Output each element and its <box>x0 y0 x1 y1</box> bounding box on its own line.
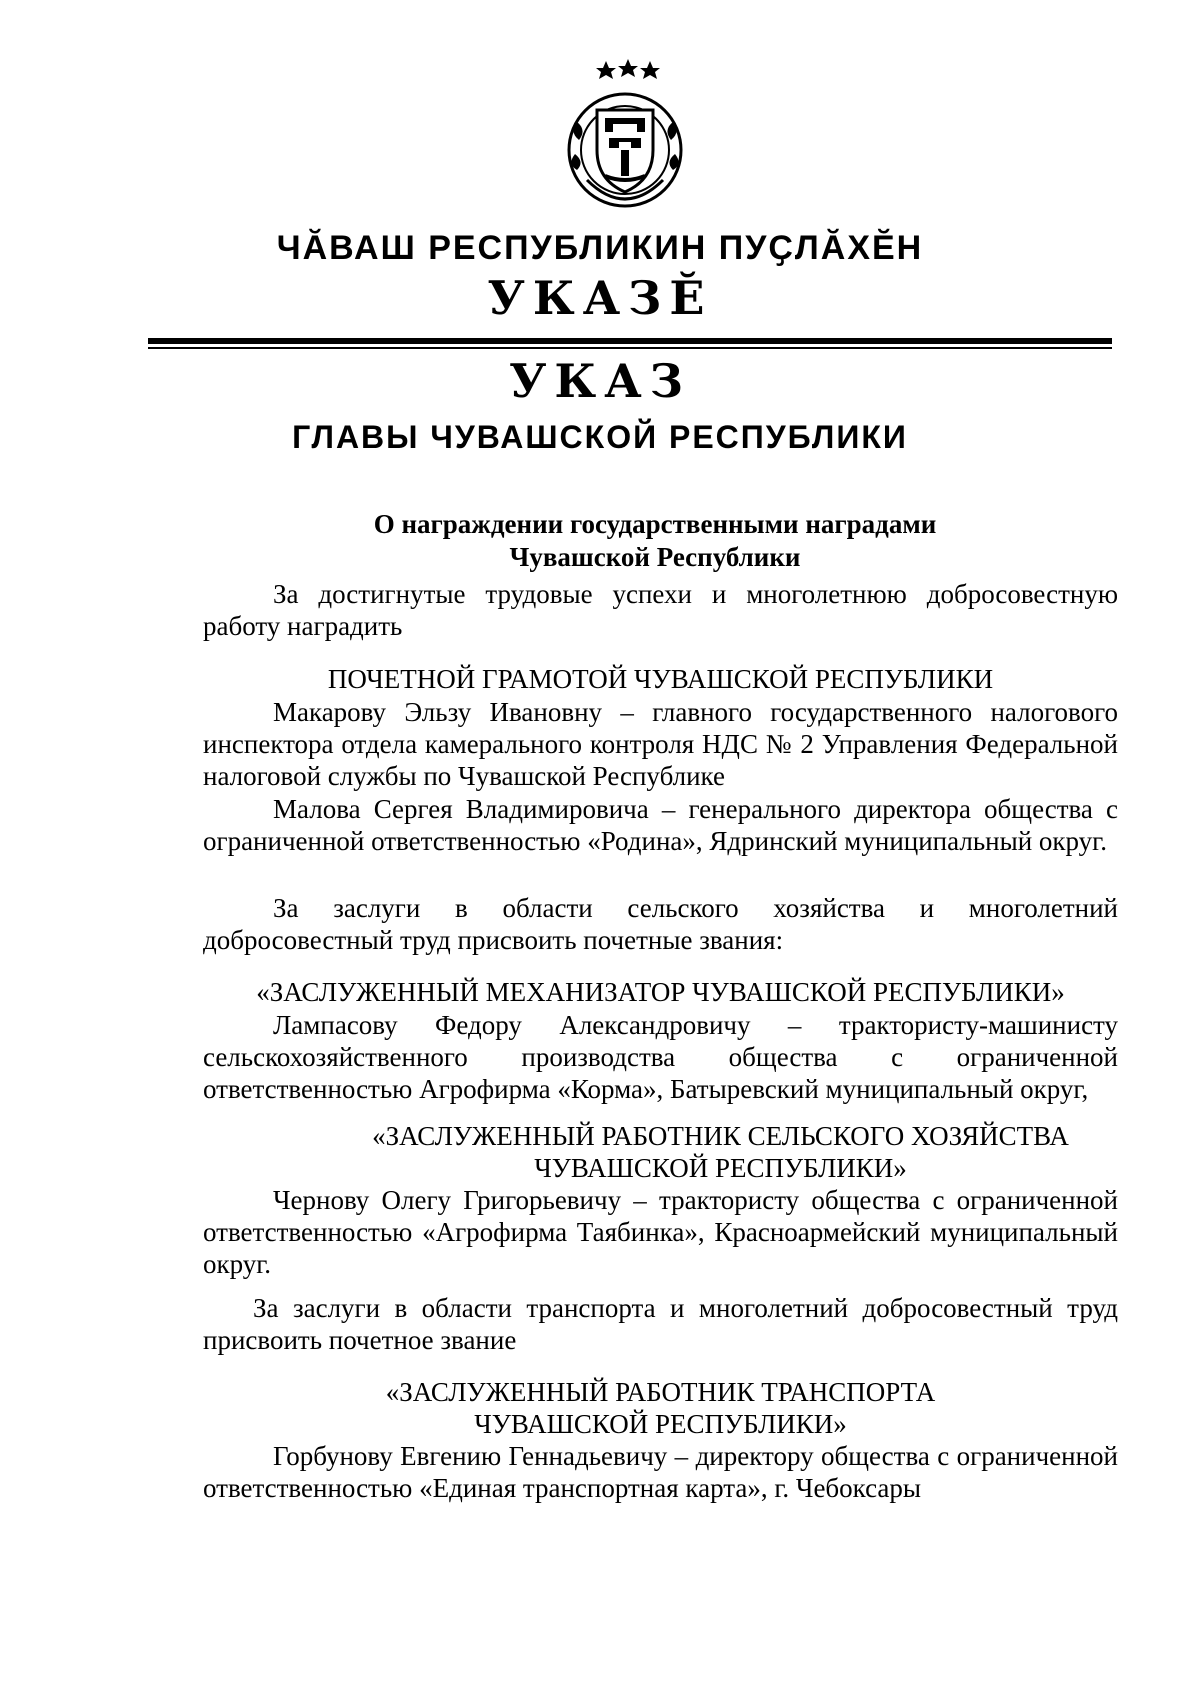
subject-line1: О награждении государственными наградами <box>373 509 937 539</box>
section2-intro: За заслуги в области сельского хозяйства и многолетний добросовестный труд присвоить почетные звания: <box>203 893 1118 955</box>
award1-person2: Малова Сергея Владимировича – генерального директора общества с ограниченной ответственностью «Родина», Ядринский муниципальный округ. <box>203 794 1118 856</box>
header-chuvash-line1: ЧӐВАШ РЕСПУБЛИКИН ПУҪЛӐХӖН <box>276 229 924 267</box>
award4-title <box>203 1376 1118 1440</box>
award1-person1: Макарову Эльзу Ивановну – главного государственного налогового инспектора отдела камерального контроля НДС № 2 Управления Федеральной налоговой службы по Чувашской Республике <box>203 697 1118 791</box>
header-russian-line1: УКАЗ <box>509 354 691 408</box>
award3-title-line2: ЧУВАШСКОЙ РЕСПУБЛИКИ» <box>534 1153 907 1183</box>
document-subject <box>260 508 1050 574</box>
award3-title-line1: «ЗАСЛУЖЕННЫЙ РАБОТНИК СЕЛЬСКОГО ХОЗЯЙСТВА <box>372 1121 1069 1151</box>
chuvash-republic-emblem-icon <box>565 58 685 218</box>
award3-title <box>263 1120 1178 1184</box>
header-divider-thick <box>148 338 1112 344</box>
section1-intro: За достигнутые трудовые успехи и многолетнюю добросовестную работу наградить <box>203 579 1118 641</box>
section3-intro: За заслуги в области транспорта и многолетний добросовестный труд присвоить почетное звание <box>203 1293 1118 1355</box>
header-divider-thin <box>148 347 1112 349</box>
header-russian-line2: ГЛАВЫ ЧУВАШСКОЙ РЕСПУБЛИКИ <box>292 419 908 455</box>
award4-title-line1: «ЗАСЛУЖЕННЫЙ РАБОТНИК ТРАНСПОРТА <box>385 1377 936 1407</box>
award4-title-line2: ЧУВАШСКОЙ РЕСПУБЛИКИ» <box>474 1409 847 1439</box>
award2-title: «ЗАСЛУЖЕННЫЙ МЕХАНИЗАТОР ЧУВАШСКОЙ РЕСПУБЛИКИ» <box>256 977 1065 1007</box>
award3-person1: Чернову Олегу Григорьевичу – трактористу общества с ограниченной ответственностью «Агрофирма Таябинка», Красноармейский муниципальный округ. <box>203 1185 1118 1279</box>
award4-person1: Горбунову Евгению Геннадьевичу – директору общества с ограниченной ответственностью «Единая транспортная карта», г. Чебоксары <box>203 1441 1118 1503</box>
award2-person1: Лампасову Федору Александровичу – трактористу-машинисту сельскохозяйственного производства общества с ограниченной ответственностью Агрофирма «Корма», Батыревский муниципальный округ, <box>203 1010 1118 1104</box>
award1-title: ПОЧЕТНОЙ ГРАМОТОЙ ЧУВАШСКОЙ РЕСПУБЛИКИ <box>327 664 994 694</box>
subject-line2: Чувашской Республики <box>509 542 801 572</box>
header-chuvash-line2: УКАЗӖ <box>487 271 713 325</box>
